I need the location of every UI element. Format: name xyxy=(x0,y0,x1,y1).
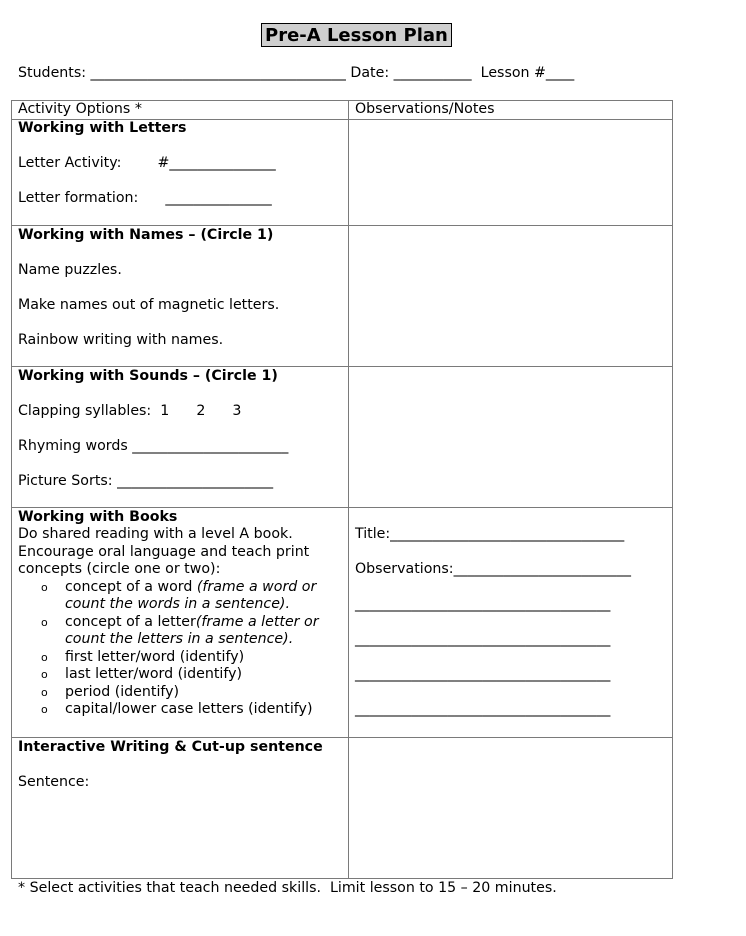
picture-sorts-field: Picture Sorts: ______________________ xyxy=(18,472,274,489)
writing-cell xyxy=(12,737,349,878)
notes-blank-line: ____________________________________ xyxy=(355,630,611,647)
names-item: Make names out of magnetic letters. xyxy=(18,296,280,313)
names-item: Rainbow writing with names. xyxy=(18,331,224,348)
observations-notes-header: Observations/Notes xyxy=(349,101,673,120)
letter-formation-field: Letter formation: _______________ xyxy=(18,189,272,206)
names-item: Name puzzles. xyxy=(18,261,122,278)
rhyming-words-field: Rhyming words ______________________ xyxy=(18,437,289,454)
books-heading: Working with Books xyxy=(18,508,178,525)
names-cell xyxy=(12,225,349,366)
list-item: o capital/lower case letters (identify) xyxy=(41,701,313,717)
writing-notes-cell xyxy=(349,737,673,878)
sounds-row xyxy=(12,366,673,507)
bullet-marker: o xyxy=(41,650,48,664)
books-notes-cell xyxy=(349,507,673,737)
writing-heading: Interactive Writing & Cut-up sentence xyxy=(18,738,323,755)
bullet-marker: o xyxy=(41,668,48,681)
book-title-field: Title:_________________________________ xyxy=(355,525,625,542)
names-row xyxy=(12,225,673,366)
books-text: Do shared reading with a level A book. xyxy=(18,526,293,542)
table-header-row xyxy=(12,101,673,120)
notes-blank-line: ____________________________________ xyxy=(355,700,611,717)
bullet-marker: o xyxy=(41,615,48,629)
names-notes-cell xyxy=(349,225,673,366)
lesson-plan-table xyxy=(11,100,673,879)
footer-note: * Select activities that teach needed skills. Limit lesson to 15 – 20 minutes. xyxy=(18,880,557,896)
page-title: Pre-A Lesson Plan xyxy=(261,23,452,47)
books-text: Encourage oral language and teach print xyxy=(18,543,310,560)
writing-row xyxy=(12,737,673,878)
print-concepts-list xyxy=(18,579,342,719)
list-item: o concept of a word (frame a word or count the words in a sentence). xyxy=(41,578,317,612)
notes-blank-line: ____________________________________ xyxy=(355,665,611,682)
clapping-syllables-line: Clapping syllables: 1 2 3 xyxy=(18,402,242,419)
bullet-marker: o xyxy=(41,580,48,594)
books-row xyxy=(12,507,673,737)
letters-row xyxy=(12,119,673,225)
list-item: o last letter/word (identify) xyxy=(41,666,243,682)
activity-options-header: Activity Options * xyxy=(12,101,349,120)
list-item: o concept of a letter(frame a letter or count the letters in a sentence). xyxy=(41,613,319,647)
student-date-lesson-line: Students: ____________________________________ Date: ___________ Lesson #____ xyxy=(18,65,575,81)
books-cell xyxy=(12,507,349,737)
book-observations-field: Observations:_________________________ xyxy=(355,560,631,577)
sounds-notes-cell xyxy=(349,366,673,507)
sounds-cell xyxy=(12,366,349,507)
bullet-marker: o xyxy=(41,685,48,699)
sentence-label: Sentence: xyxy=(18,773,90,790)
letters-heading: Working with Letters xyxy=(18,119,187,136)
letters-notes-cell xyxy=(349,119,673,225)
sounds-heading: Working with Sounds – (Circle 1) xyxy=(18,367,278,384)
list-item: o period (identify) xyxy=(41,683,180,700)
names-heading: Working with Names – (Circle 1) xyxy=(18,226,274,243)
letters-cell xyxy=(12,119,349,225)
bullet-marker: o xyxy=(41,703,48,716)
list-item: o first letter/word (identify) xyxy=(41,648,245,665)
letter-activity-field: Letter Activity: #_______________ xyxy=(18,154,276,171)
notes-blank-line: ____________________________________ xyxy=(355,595,611,612)
books-text: concepts (circle one or two): xyxy=(18,561,221,577)
